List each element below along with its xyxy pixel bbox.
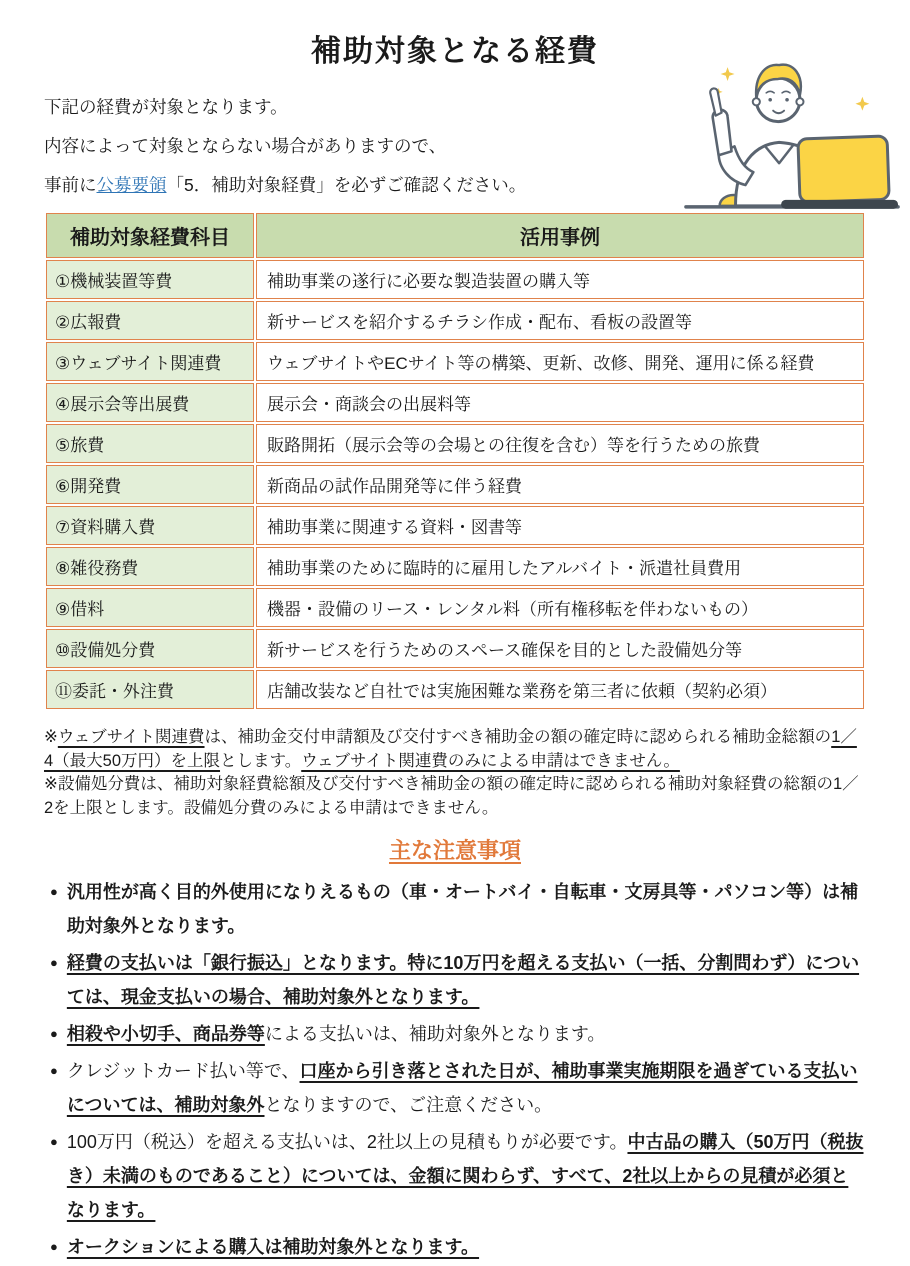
caution-item bbox=[50, 1054, 866, 1122]
bullet-icon: ● bbox=[50, 1134, 58, 1149]
note-line bbox=[44, 726, 866, 773]
caution-text bbox=[67, 1017, 606, 1051]
expense-category-cell: ②広報費 bbox=[46, 301, 254, 340]
usage-example-cell: 新サービスを行うためのスペース確保を目的とした設備処分等 bbox=[256, 629, 864, 668]
text-segment: とします。 bbox=[220, 751, 302, 770]
table-row bbox=[46, 465, 864, 504]
text-segment: ※設備処分費は、補助対象経費総額及び交付すべき補助金の額の確定時に認められる補助対象経費の総額の1／2を上限とします。設備処分費のみによる申請はできません。 bbox=[44, 775, 859, 817]
person-head bbox=[753, 65, 804, 122]
col-header-category: 補助対象経費科目 bbox=[46, 213, 254, 258]
caution-item bbox=[50, 1017, 866, 1051]
caution-heading: 主な注意事項 bbox=[388, 838, 521, 863]
expense-category-cell: ⑩設備処分費 bbox=[46, 629, 254, 668]
intro-line-3-prefix: 事前に bbox=[44, 175, 97, 195]
text-segment: ウェブサイト関連費 bbox=[57, 728, 205, 746]
usage-example-cell: ウェブサイトやECサイト等の構築、更新、改修、開発、運用に係る経費 bbox=[256, 342, 864, 381]
intro-line-3-suffix: 「5．補助対象経費」を必ずご確認ください。 bbox=[166, 175, 527, 195]
usage-example-cell: 販路開拓（展示会等の会場との往復を含む）等を行うための旅費 bbox=[256, 424, 864, 463]
table-row bbox=[46, 342, 864, 381]
caution-item bbox=[50, 946, 866, 1014]
text-segment: となりますので、ご注意ください。 bbox=[264, 1095, 553, 1115]
note-line bbox=[44, 773, 866, 820]
usage-example-cell: 補助事業の遂行に必要な製造装置の購入等 bbox=[256, 260, 864, 299]
table-row bbox=[46, 424, 864, 463]
intro-line-2: 内容によって対象とならない場合がありますので、 bbox=[44, 136, 447, 156]
bullet-icon: ● bbox=[50, 1026, 58, 1041]
text-segment: クレジットカード払い等で、 bbox=[66, 1061, 300, 1081]
expense-category-cell: ⑤旅費 bbox=[46, 424, 254, 463]
caution-text bbox=[67, 1054, 866, 1122]
usage-example-cell: 補助事業に関連する資料・図書等 bbox=[256, 506, 864, 545]
text-segment: 1／4（最大50万円）を上限 bbox=[44, 728, 857, 770]
text-segment: ウェブサイト関連費のみによる申請はできません。 bbox=[301, 751, 680, 770]
caution-text bbox=[67, 946, 866, 1014]
usage-example-cell: 新商品の試作品開発等に伴う経費 bbox=[256, 465, 864, 504]
expense-category-cell: ⑦資料購入費 bbox=[46, 506, 254, 545]
person-laptop-svg bbox=[678, 44, 906, 219]
expense-table bbox=[44, 211, 866, 711]
caution-list bbox=[44, 875, 866, 1264]
caution-item bbox=[50, 875, 866, 943]
text-segment: 経費の支払いは「銀行振込」となります。特に10万円を超える支払い（一括、分割問わず）については、現金支払いの場合、補助対象外となります。 bbox=[66, 953, 860, 1007]
bullet-icon: ● bbox=[50, 955, 58, 970]
expense-category-cell: ⑥開発費 bbox=[46, 465, 254, 504]
table-row bbox=[46, 588, 864, 627]
intro-line-1: 下記の経費が対象となります。 bbox=[44, 97, 288, 117]
table-row bbox=[46, 383, 864, 422]
table-row bbox=[46, 629, 864, 668]
table-row bbox=[46, 670, 864, 709]
text-segment: オークションによる購入は補助対象外となります。 bbox=[66, 1237, 480, 1257]
koubo-youryou-link[interactable]: 公募要領 bbox=[96, 175, 167, 195]
table-row bbox=[46, 506, 864, 545]
text-segment: 100万円（税込）を超える支払いは、2社以上の見積もりが必要です。 bbox=[66, 1132, 628, 1152]
usage-example-cell: 補助事業のために臨時的に雇用したアルバイト・派遣社員費用 bbox=[256, 547, 864, 586]
table-row bbox=[46, 301, 864, 340]
bullet-icon: ● bbox=[50, 1063, 58, 1078]
usage-example-cell: 展示会・商談会の出展料等 bbox=[256, 383, 864, 422]
document-page bbox=[0, 26, 910, 1266]
text-segment: ※ bbox=[44, 728, 58, 746]
expense-category-cell: ⑨借料 bbox=[46, 588, 254, 627]
bullet-icon: ● bbox=[50, 884, 58, 899]
expense-category-cell: ①機械装置等費 bbox=[46, 260, 254, 299]
notes-section bbox=[44, 726, 866, 820]
caution-item bbox=[50, 1230, 866, 1264]
caution-text bbox=[67, 875, 866, 943]
text-segment: 汎用性が高く目的外使用になりえるもの（車・オートバイ・自転車・文房具等・パソコン等）は補助対象外となります。 bbox=[66, 882, 859, 936]
text-segment: は、補助金交付申請額及び交付すべき補助金の額の確定時に認められる補助金総額の bbox=[204, 728, 832, 746]
caution-text bbox=[67, 1125, 866, 1227]
table-row bbox=[46, 260, 864, 299]
text-segment: による支払いは、補助対象外となります。 bbox=[264, 1024, 606, 1044]
text-segment: 中古品の購入（50万円（税抜き）未満のものであること）については、金額に関わらず、すべて、2社以上からの見積が必須となります。 bbox=[66, 1132, 864, 1220]
caution-text bbox=[67, 1230, 479, 1264]
usage-example-cell: 新サービスを紹介するチラシ作成・配布、看板の設置等 bbox=[256, 301, 864, 340]
text-segment: 口座から引き落とされた日が、補助事業実施期限を過ぎている支払いについては、補助対象外 bbox=[66, 1061, 858, 1115]
caution-item bbox=[50, 1125, 866, 1227]
expense-category-cell: ③ウェブサイト関連費 bbox=[46, 342, 254, 381]
page-title: 補助対象となる経費 bbox=[311, 35, 599, 68]
bullet-icon: ● bbox=[50, 1239, 58, 1254]
text-segment: 相殺や小切手、商品券等 bbox=[66, 1024, 265, 1044]
expense-category-cell: ⑧雑役務費 bbox=[46, 547, 254, 586]
table-row bbox=[46, 547, 864, 586]
usage-example-cell: 機器・設備のリース・レンタル料（所有権移転を伴わないもの） bbox=[256, 588, 864, 627]
usage-example-cell: 店舗改装など自社では実施困難な業務を第三者に依頼（契約必須） bbox=[256, 670, 864, 709]
expense-category-cell: ⑪委託・外注費 bbox=[46, 670, 254, 709]
person-laptop-illustration bbox=[678, 44, 906, 220]
pointing-hand-icon bbox=[710, 88, 753, 185]
col-header-examples: 活用事例 bbox=[256, 213, 864, 258]
expense-category-cell: ④展示会等出展費 bbox=[46, 383, 254, 422]
